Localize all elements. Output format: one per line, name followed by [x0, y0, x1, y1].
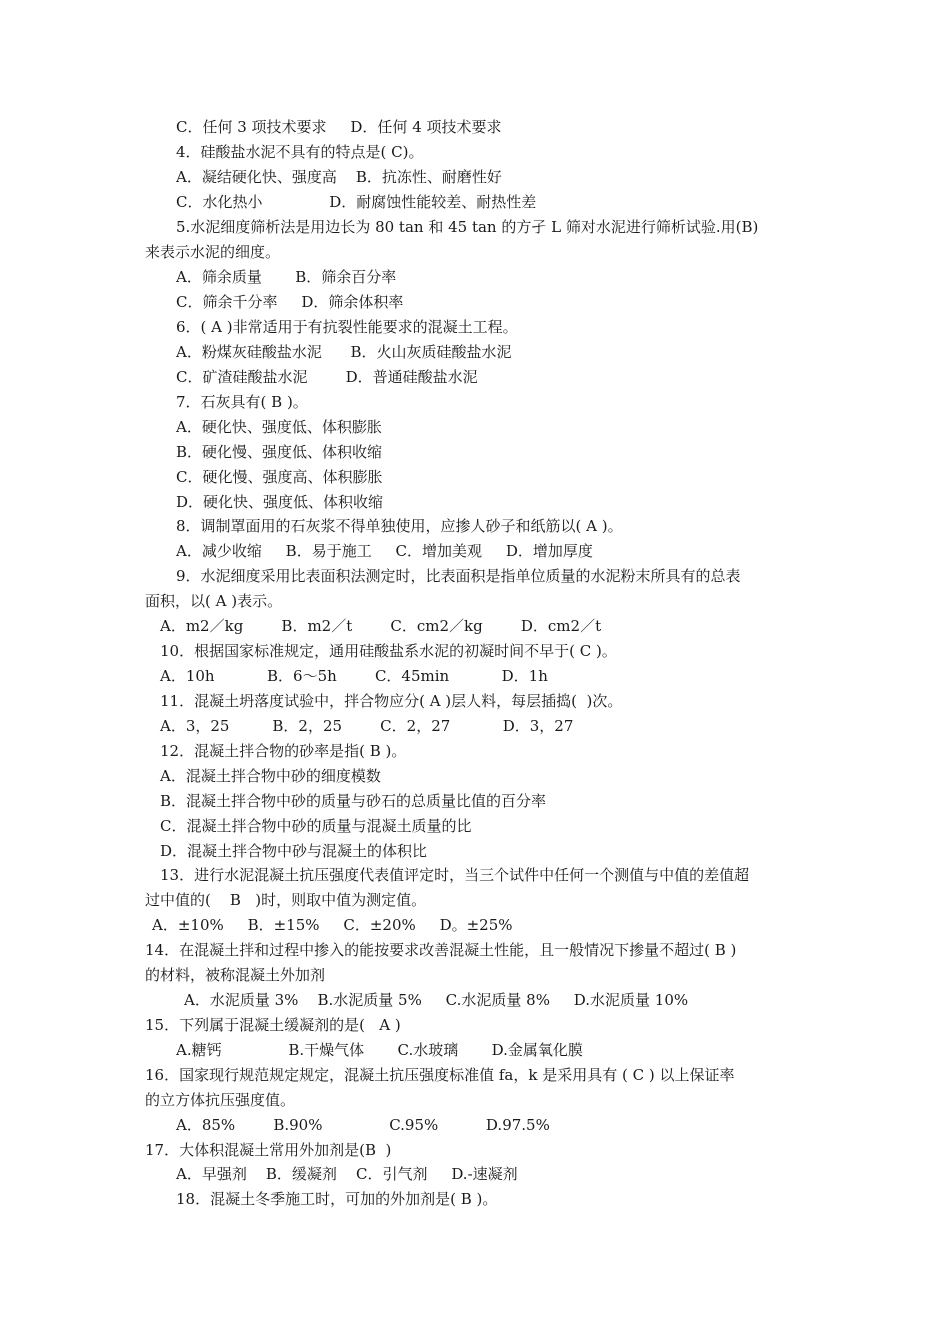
text-line: 来表示水泥的细度。	[145, 243, 281, 261]
text-line: A．m2／kg B．m2／t C．cm2／kg D．cm2／t	[160, 617, 602, 635]
question-16: 16．国家现行规范规定规定，混凝土抗压强度标准值 fa，k 是采用具有 ( C ) 以上保证率	[145, 1066, 735, 1084]
text-line: A．±10% B．±15% C．±20% D。±25%	[152, 916, 513, 934]
question-9: 9．水泥细度采用比表面积法测定时，比表面积是指单位质量的水泥粉末所具有的总表	[176, 567, 741, 585]
question-11: 11．混凝土坍落度试验中，拌合物应分( A )层人料，每层插捣( )次。	[160, 692, 623, 710]
question-12: 12．混凝土拌合物的砂率是指( B )。	[160, 742, 407, 760]
text-line: A.糖钙 B.干燥气体 C.水玻璃 D.金属氧化膜	[176, 1041, 583, 1059]
question-5: 5.水泥细度筛析法是用边长为 80 tan 和 45 tan 的方孑 L 筛对水泥进行筛析试验.用(B)	[176, 218, 759, 236]
question-15: 15．下列属于混凝土缓凝剂的是( A )	[145, 1016, 401, 1034]
text-line: A．减少收缩 B．易于施工 C．增加美观 D．增加厚度	[176, 542, 593, 560]
question-4: 4．硅酸盐水泥不具有的特点是( C)。	[176, 143, 424, 161]
question-14: 14．在混凝土拌和过程中掺入的能按要求改善混凝土性能，且一般情况下掺量不超过( B )	[145, 941, 737, 959]
text-line: C．水化热小 D．耐腐蚀性能较差、耐热性差	[176, 193, 537, 211]
text-line: C．筛余千分率 D．筛余体积率	[176, 293, 404, 311]
text-line: D．混凝土拌合物中砂与混凝土的体积比	[160, 842, 428, 860]
question-6: 6．( A )非常适用于有抗裂性能要求的混凝土工程。	[176, 318, 518, 336]
text-line: A．混凝土拌合物中砂的细度模数	[160, 767, 381, 785]
question-7: 7．石灰具有( B )。	[176, 393, 308, 411]
question-10: 10．根据国家标准规定，通用硅酸盐系水泥的初凝时间不早于( C )。	[160, 642, 617, 660]
text-line: A．早强剂 B．缓凝剂 C．引气剂 D.-速凝剂	[176, 1165, 518, 1183]
text-line: A．粉煤灰硅酸盐水泥 B．火山灰质硅酸盐水泥	[176, 343, 512, 361]
text-line: B．硬化慢、强度低、体积收缩	[176, 443, 383, 461]
text-line: C．任何 3 项技术要求 D．任何 4 项技术要求	[176, 118, 502, 136]
text-line: A．85% B.90% C.95% D.97.5%	[176, 1116, 550, 1134]
text-line: A．硬化快、强度低、体积膨胀	[176, 418, 382, 436]
question-17: 17．大体积混凝土常用外加剂是(B )	[145, 1141, 392, 1159]
text-line: B．混凝土拌合物中砂的质量与砂石的总质量比值的百分率	[160, 792, 547, 810]
text-line: C．硬化慢、强度高、体积膨胀	[176, 468, 383, 486]
text-line: A．10h B．6～5h C．45min D．1h	[160, 667, 548, 685]
question-18: 18．混凝土冬季施工时，可加的外加剂是( B )。	[176, 1190, 498, 1208]
text-line: 的材料，被称混凝土外加剂	[145, 966, 326, 984]
text-line: D．硬化快、强度低、体积收缩	[176, 493, 384, 511]
text-line: A．筛余质量 B．筛余百分率	[176, 268, 397, 286]
question-13: 13．进行水泥混凝土抗压强度代表值评定时，当三个试件中任何一个测值与中值的差值超	[160, 866, 750, 884]
text-line: A．水泥质量 3% B.水泥质量 5% C.水泥质量 8% D.水泥质量 10%	[184, 991, 689, 1009]
text-line: A．凝结硬化快、强度高 B．抗冻性、耐磨性好	[176, 168, 502, 186]
text-line: C．混凝土拌合物中砂的质量与混凝土质量的比	[160, 817, 472, 835]
text-line: 的立方体抗压强度值。	[145, 1091, 296, 1109]
text-line: C．矿渣硅酸盐水泥 D．普通硅酸盐水泥	[176, 368, 478, 386]
question-8: 8．调制罩面用的石灰浆不得单独使用，应掺人砂子和纸筋以( A )。	[176, 517, 623, 535]
text-line: A．3，25 B．2，25 C．2，27 D．3，27	[160, 717, 574, 735]
text-line: 过中值的( B )时，则取中值为测定值。	[145, 891, 427, 909]
text-line: 面积，以( A )表示。	[145, 592, 283, 610]
